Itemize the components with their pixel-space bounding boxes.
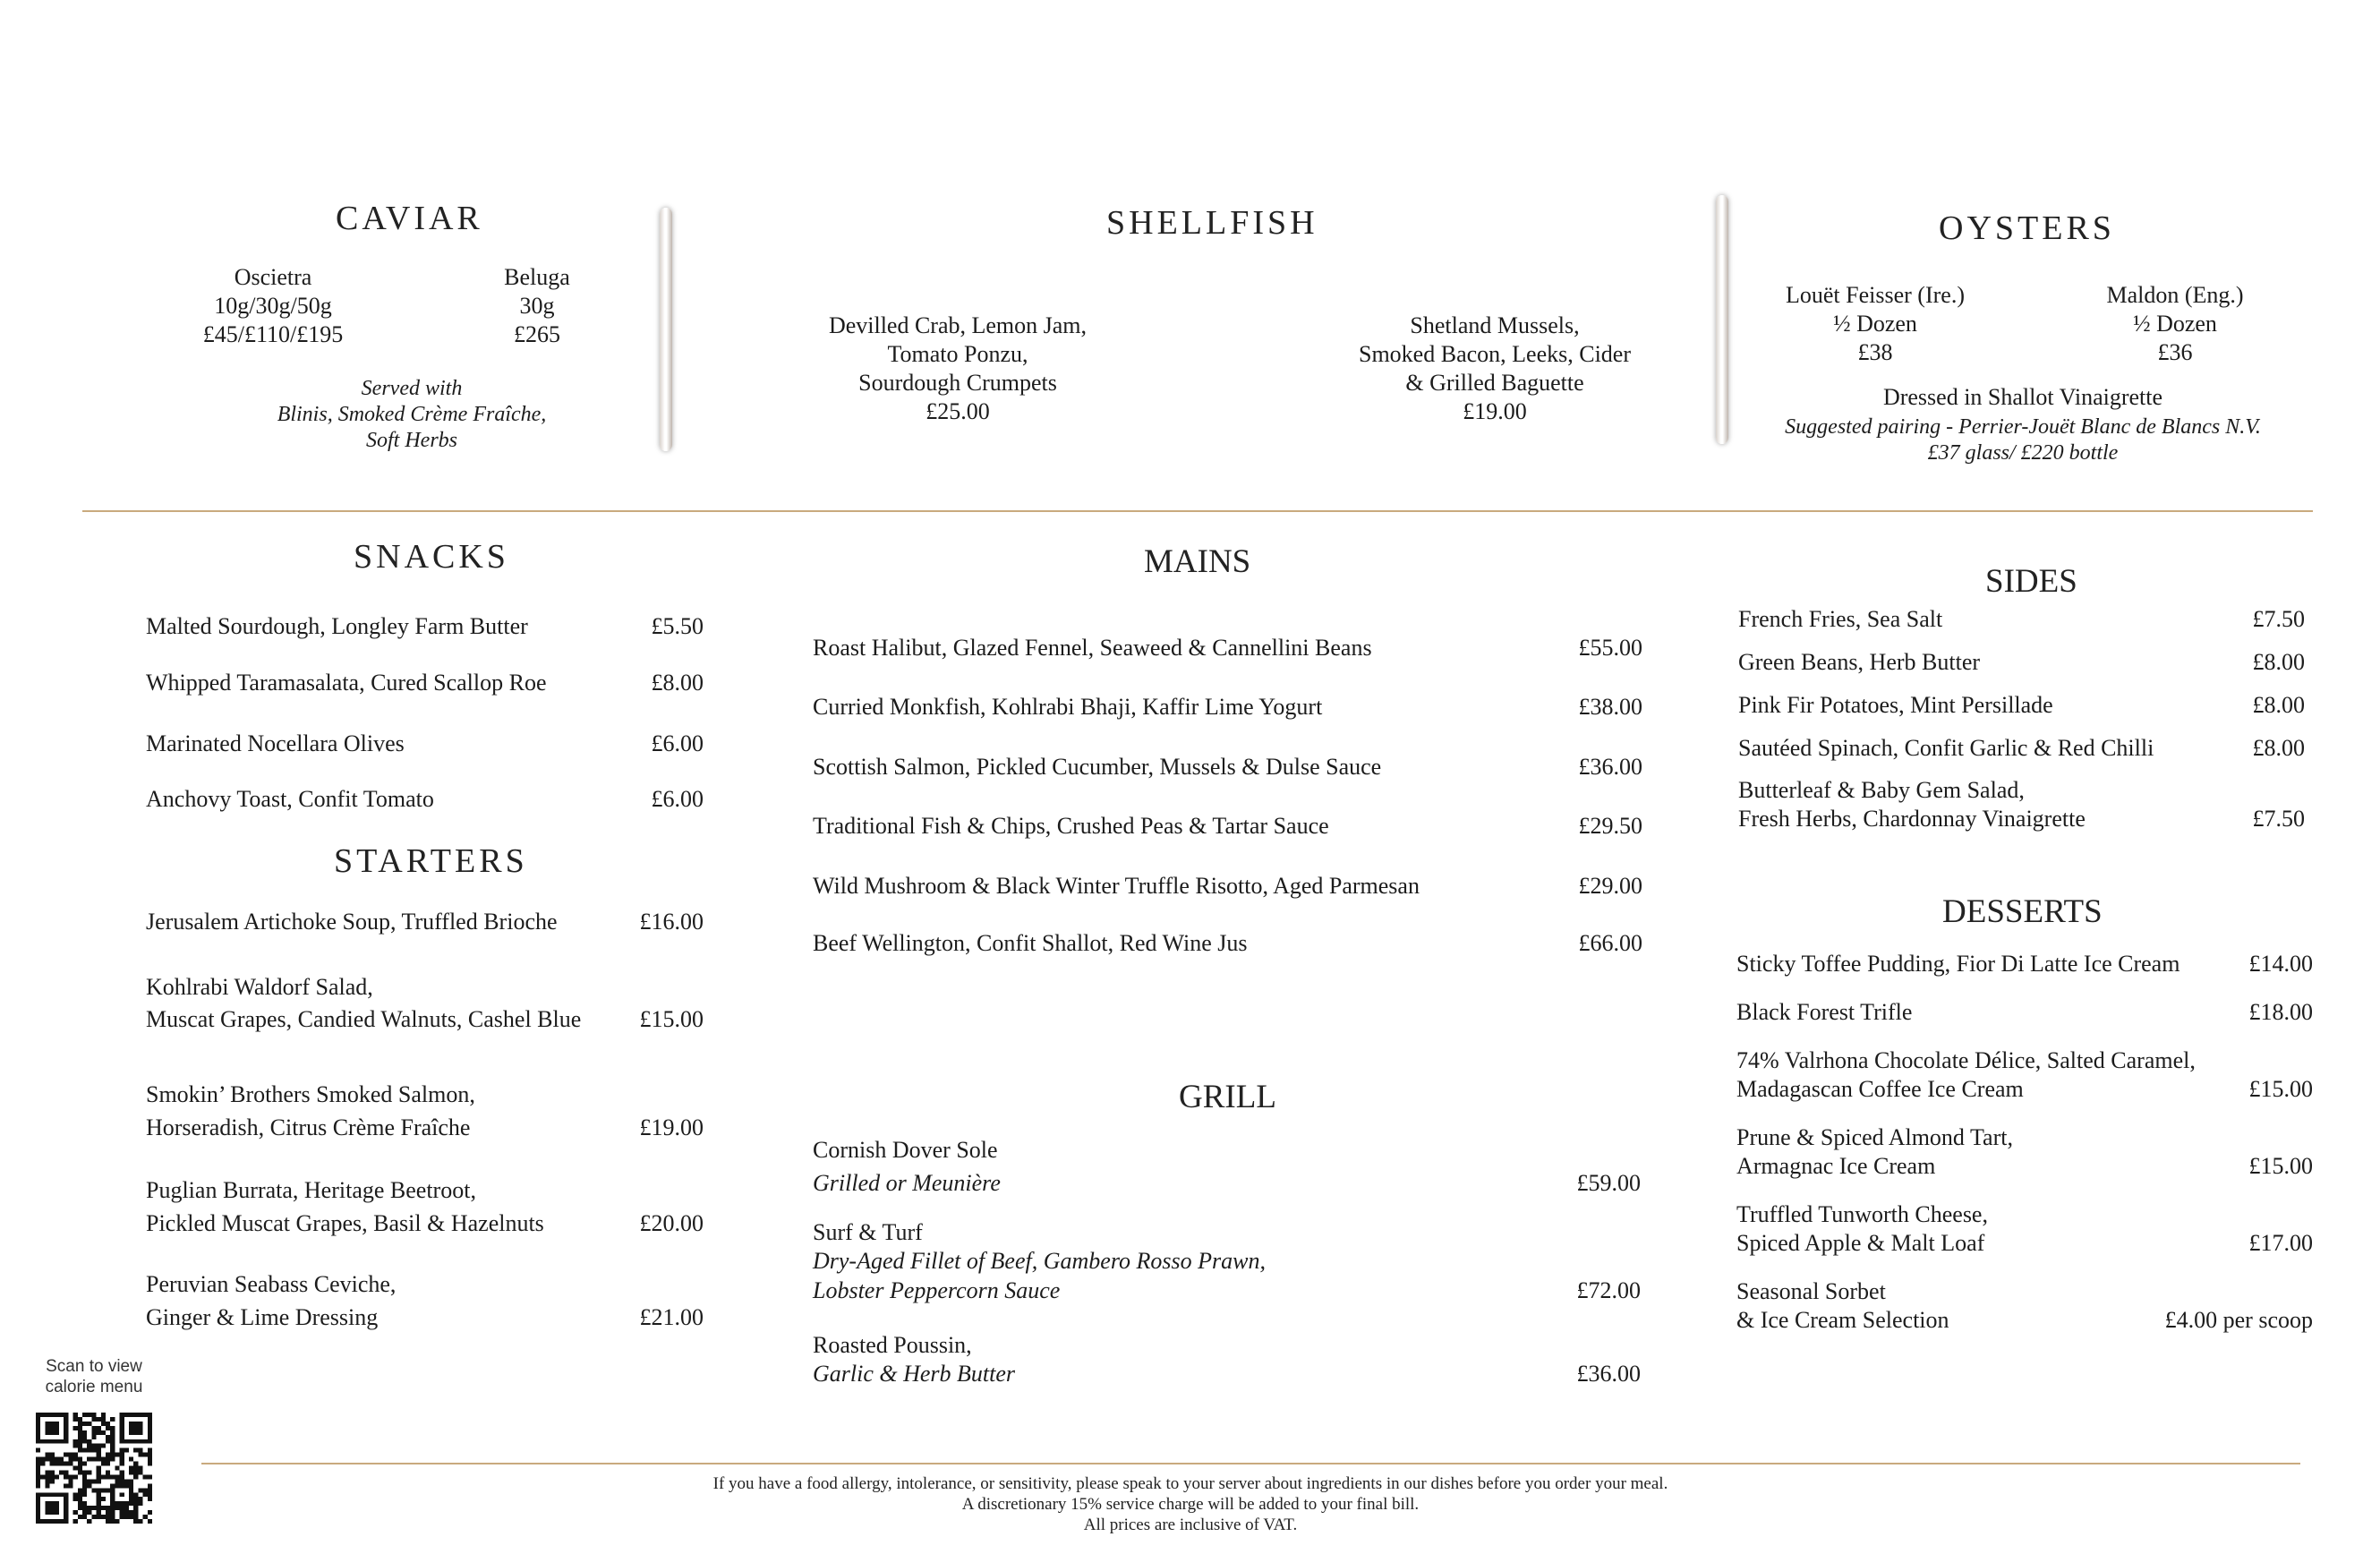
grill-item-price: £36.00 [1576,1361,1641,1387]
starter-item-desc: Horseradish, Citrus Crème Fraîche [146,1114,471,1140]
main-item-price: £66.00 [1578,930,1642,956]
oysters-heading: OYSTERS [1939,209,2115,247]
snack-item-price: £6.00 [651,730,704,756]
dessert-item-name: Sticky Toffee Pudding, Fior Di Latte Ice Cream [1736,951,2180,977]
dessert-item-desc: Armagnac Ice Cream [1736,1153,1936,1179]
snack-item-name: Whipped Taramasalata, Cured Scallop Roe [146,670,547,696]
louet-name: Louët Feisser (Ire.) [1786,282,1965,308]
mussels-line1: Shetland Mussels, [1410,312,1580,338]
side-item-price: £8.00 [2252,692,2305,718]
main-item-name: Wild Mushroom & Black Winter Truffle Risotto, Aged Parmesan [813,873,1420,899]
dessert-item-price: £14.00 [2248,951,2313,977]
crab-line1: Devilled Crab, Lemon Jam, [828,312,1088,338]
snack-item-name: Anchovy Toast, Confit Tomato [146,786,434,812]
starter-item-price: £20.00 [639,1210,704,1236]
starter-item-desc: Ginger & Lime Dressing [146,1304,379,1330]
louet-price: £38 [1857,339,1893,365]
oysters-dressed: Dressed in Shallot Vinaigrette [1882,384,2163,410]
main-item-name: Scottish Salmon, Pickled Cucumber, Mussels & Dulse Sauce [813,754,1382,780]
main-item-name: Beef Wellington, Confit Shallot, Red Wine Jus [813,930,1248,956]
starters-heading: STARTERS [334,842,528,880]
dessert-item-desc: Spiced Apple & Malt Loaf [1736,1230,1985,1256]
section-divider-bottom [201,1463,2300,1464]
maldon-name: Maldon (Eng.) [2106,282,2244,308]
side-item-price: £8.00 [2252,735,2305,761]
crab-price: £25.00 [926,398,990,424]
crab-line2: Tomato Ponzu, [887,341,1028,367]
served-with-line3: Soft Herbs [366,429,457,452]
side-item-name: Green Beans, Herb Butter [1738,649,1981,675]
grill-item-desc: Garlic & Herb Butter [813,1361,1016,1387]
qr-caption-line2: calorie menu [45,1378,143,1396]
snacks-heading: SNACKS [354,538,509,576]
starter-item-name: Kohlrabi Waldorf Salad, [146,974,373,1000]
mains-heading: MAINS [1144,543,1251,580]
snack-item-price: £5.50 [651,613,704,639]
snack-item-name: Marinated Nocellara Olives [146,730,405,756]
served-with-line2: Blinis, Smoked Crème Fraîche, [277,403,547,426]
caviar-heading: CAVIAR [336,200,483,237]
pairing-price: £37 glass/ £220 bottle [1927,441,2119,465]
oysters-louet [1754,281,1996,367]
side-item-name: Sautéed Spinach, Confit Garlic & Red Chilli [1738,735,2154,761]
main-item-price: £55.00 [1578,635,1642,661]
side-item-name: Butterleaf & Baby Gem Salad, [1738,777,2025,803]
dessert-item-name: 74% Valrhona Chocolate Délice, Salted Caramel, [1736,1047,2196,1073]
oscietra-name: Oscietra [234,264,312,290]
starter-item-price: £15.00 [639,1006,704,1032]
main-item-name: Roast Halibut, Glazed Fennel, Seaweed & Cannellini Beans [813,635,1372,661]
footer-vat: All prices are inclusive of VAT. [1083,1516,1298,1534]
side-item-desc: Fresh Herbs, Chardonnay Vinaigrette [1738,806,2086,832]
side-item-name: French Fries, Sea Salt [1738,606,1943,632]
section-divider-top [82,510,2313,512]
grill-item-name: Cornish Dover Sole [813,1137,998,1163]
dessert-item-desc: Madagascan Coffee Ice Cream [1736,1076,2024,1102]
dessert-item-name: Black Forest Trifle [1736,999,1913,1025]
snack-item-price: £8.00 [651,670,704,696]
footer-service-charge: A discretionary 15% service charge will be added to your final bill. [961,1495,1420,1514]
footer-allergy: If you have a food allergy, intolerance, or sensitivity, please speak to your server about ingredients in our dishes before you order your meal. [712,1474,1668,1493]
beluga-sizes: 30g [519,293,555,319]
starter-item-desc: Pickled Muscat Grapes, Basil & Hazelnuts [146,1210,544,1236]
grill-item-name: Roasted Poussin, [813,1332,972,1358]
sides-heading: SIDES [1985,563,2077,600]
oysters-pairing [1727,414,2318,466]
grill-item-price: £59.00 [1576,1170,1641,1196]
starter-item-name: Puglian Burrata, Heritage Beetroot, [146,1177,476,1203]
caviar-oscietra [179,263,367,349]
grill-item-desc: Dry-Aged Fillet of Beef, Gambero Rosso Prawn, [813,1248,1266,1274]
mussels-price: £19.00 [1463,398,1527,424]
served-with-line1: Served with [361,377,463,400]
beluga-name: Beluga [504,264,570,290]
oscietra-sizes: 10g/30g/50g [214,293,332,319]
side-item-price: £8.00 [2252,649,2305,675]
grill-item-price: £72.00 [1576,1277,1641,1303]
louet-qty: ½ Dozen [1833,311,1917,337]
side-item-price: £7.50 [2252,806,2305,832]
starter-item-name: Jerusalem Artichoke Soup, Truffled Brioche [146,909,558,935]
qr-caption [27,1356,161,1397]
main-item-name: Curried Monkfish, Kohlrabi Bhaji, Kaffir Lime Yogurt [813,694,1323,720]
starter-item-name: Smokin’ Brothers Smoked Salmon, [146,1081,475,1107]
main-item-price: £29.50 [1578,813,1642,839]
dessert-item-price: £15.00 [2248,1076,2313,1102]
dessert-item-desc: & Ice Cream Selection [1736,1307,1949,1333]
dessert-item-price: £17.00 [2248,1230,2313,1256]
caviar-served-with [233,376,591,454]
shellfish-mussels [1316,312,1674,426]
maldon-price: £36 [2157,339,2193,365]
grill-item-name: Surf & Turf [813,1219,923,1245]
divider-pillar-right [1716,195,1728,444]
footer-notes [358,1473,2023,1535]
dessert-item-price: £18.00 [2248,999,2313,1025]
shellfish-crab [806,312,1110,426]
main-item-price: £38.00 [1578,694,1642,720]
caviar-beluga [465,263,609,349]
dessert-item-price: £15.00 [2248,1153,2313,1179]
main-item-name: Traditional Fish & Chips, Crushed Peas & Tartar Sauce [813,813,1329,839]
crab-line3: Sourdough Crumpets [858,370,1057,396]
grill-item-desc: Lobster Peppercorn Sauce [813,1277,1061,1303]
desserts-heading: DESSERTS [1942,893,2103,930]
main-item-price: £36.00 [1578,754,1642,780]
snack-item-price: £6.00 [651,786,704,812]
starter-item-desc: Muscat Grapes, Candied Walnuts, Cashel Blue [146,1006,582,1032]
starter-item-price: £19.00 [639,1114,704,1140]
side-item-name: Pink Fir Potatoes, Mint Persillade [1738,692,2053,718]
grill-item-desc: Grilled or Meunière [813,1170,1001,1196]
dessert-item-name: Seasonal Sorbet [1736,1278,1886,1304]
shellfish-heading: SHELLFISH [1106,204,1318,242]
pairing-line: Suggested pairing - Perrier-Jouët Blanc de Blancs N.V. [1785,415,2261,439]
starter-item-price: £16.00 [639,909,704,935]
snack-item-name: Malted Sourdough, Longley Farm Butter [146,613,528,639]
maldon-qty: ½ Dozen [2133,311,2217,337]
beluga-prices: £265 [514,321,560,347]
starter-item-price: £21.00 [639,1304,704,1330]
main-item-price: £29.00 [1578,873,1642,899]
qr-caption-line1: Scan to view [46,1357,142,1376]
mussels-line2: Smoked Bacon, Leeks, Cider [1359,341,1631,367]
starter-item-name: Peruvian Seabass Ceviche, [146,1271,397,1297]
divider-pillar-left [660,208,672,451]
dessert-item-name: Prune & Spiced Almond Tart, [1736,1124,2013,1150]
oscietra-prices: £45/£110/£195 [202,321,344,347]
qr-code-icon[interactable] [36,1413,152,1524]
side-item-price: £7.50 [2252,606,2305,632]
oysters-maldon [2068,281,2282,367]
grill-heading: GRILL [1179,1079,1276,1115]
mussels-line3: & Grilled Baguette [1405,370,1584,396]
dessert-item-name: Truffled Tunworth Cheese, [1736,1201,1988,1227]
dessert-item-price: £4.00 per scoop [2164,1307,2313,1333]
